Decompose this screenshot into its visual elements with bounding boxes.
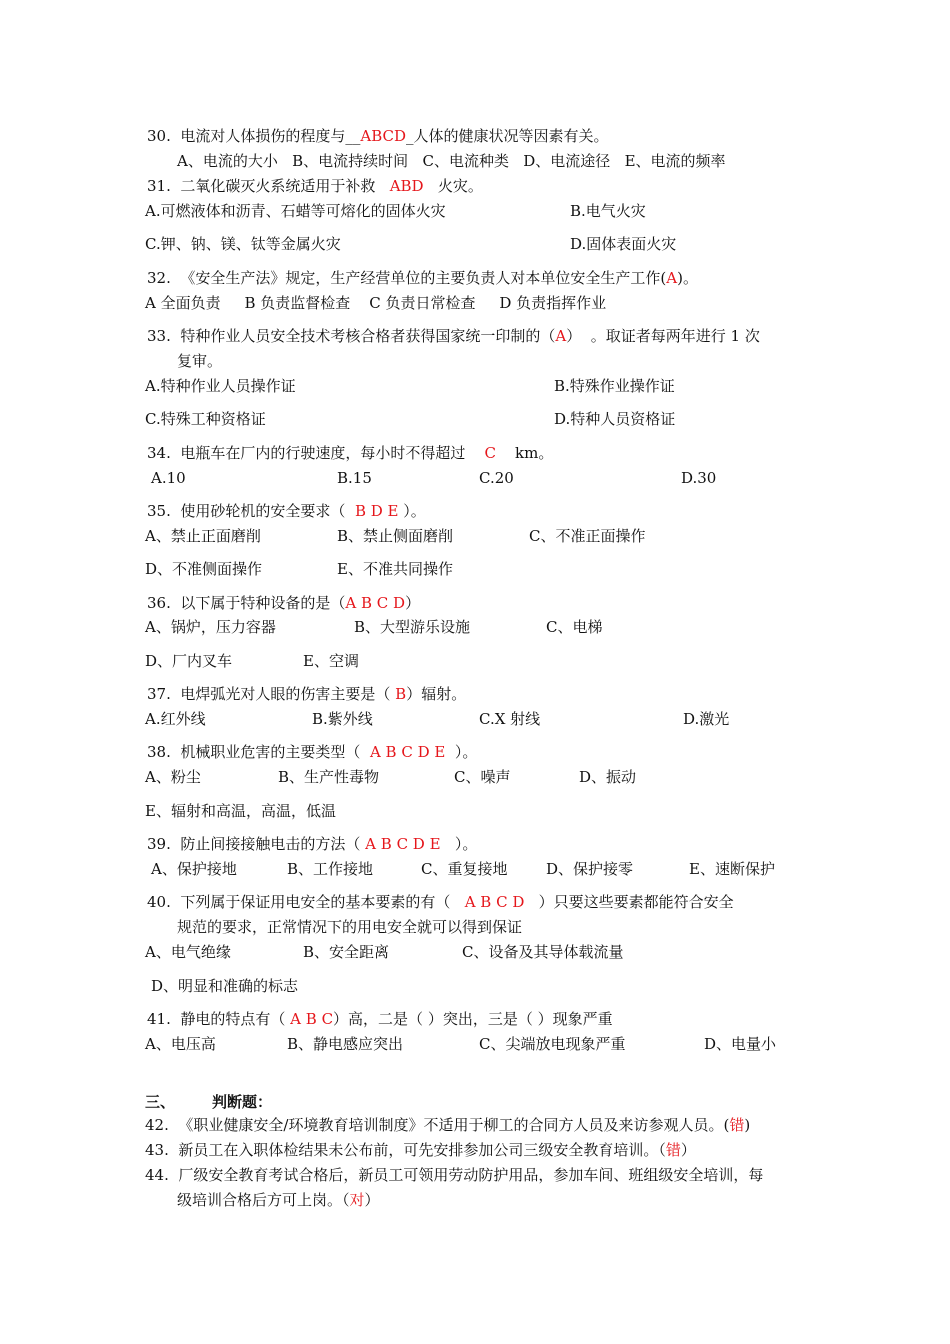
question-text-rest: ）。 — [398, 502, 426, 520]
answer: A — [666, 269, 678, 287]
question-text-rest: ） — [680, 1141, 696, 1159]
answer: B — [395, 685, 407, 703]
question-text: 38. 机械职业危害的主要类型（ — [147, 743, 370, 761]
option-38-c: C、噪声 — [454, 768, 511, 786]
question-text-rest: ） — [364, 1191, 380, 1209]
answer: A B C — [290, 1010, 334, 1028]
question-31 — [147, 176, 483, 196]
question-35 — [147, 501, 426, 521]
option-34-d: D.30 — [681, 469, 717, 487]
option-36-d: D、厂内叉车 — [145, 652, 233, 670]
option-41-b: B、静电感应突出 — [287, 1035, 404, 1053]
question-34 — [147, 443, 553, 463]
question-text: 39. 防止间接接触电击的方法（ — [147, 835, 366, 853]
question-text: 33. 特种作业人员安全技术考核合格者获得国家统一印制的（ — [147, 327, 556, 345]
question-text: 31. 二氧化碳灭火系统适用于补救 — [147, 177, 390, 195]
option-35-b: B、禁止侧面磨削 — [337, 527, 454, 545]
question-text: 34. 电瓶车在厂内的行驶速度，每小时不得超过 — [147, 444, 485, 462]
answer: ABCD — [360, 127, 407, 145]
answer: 对 — [349, 1191, 365, 1209]
option-31-c: C.钾、钠、镁、钛等金属火灾 — [145, 235, 341, 253]
question-36 — [147, 593, 420, 613]
question-text: 43. 新员工在入职体检结果未公布前，可先安排参加公司三级安全教育培训。（ — [145, 1141, 666, 1159]
answer: A — [555, 327, 567, 345]
question-42 — [145, 1115, 750, 1135]
option-36-b: B、大型游乐设施 — [354, 618, 471, 636]
question-41 — [147, 1009, 613, 1029]
question-text: 41. 静电的特点有（ — [147, 1010, 291, 1028]
question-text-rest: ） 。取证者每两年进行 1 次 — [566, 327, 760, 345]
question-text: 级培训合格后方可上岗。（ — [177, 1191, 350, 1209]
option-41-a: A、电压高 — [145, 1035, 216, 1053]
question-text-rest: ）。 — [440, 835, 478, 853]
option-31-d: D.固体表面火灾 — [570, 235, 677, 253]
option-39-d: D、保护接零 — [546, 860, 634, 878]
option-33-c: C.特殊工种资格证 — [145, 410, 266, 428]
option-36-a: A、锅炉，压力容器 — [145, 618, 276, 636]
question-text: 36. 以下属于特种设备的是（ — [147, 594, 346, 612]
question-40-cont: 规范的要求，正常情况下的用电安全就可以得到保证 — [177, 918, 523, 936]
question-44: 44. 厂级安全教育考试合格后，新员工可领用劳动防护用品，参加车间、班组级安全培训，每 — [145, 1166, 764, 1184]
answer: A B C D E — [365, 835, 441, 853]
question-text-rest: ） — [405, 594, 421, 612]
question-text: 30. 电流对人体损伤的程度与__ — [147, 127, 361, 145]
question-text-rest: 火灾。 — [423, 177, 483, 195]
option-37-a: A.红外线 — [145, 710, 206, 728]
answer: ABD — [389, 177, 424, 195]
option-39-a: A、保护接地 — [151, 860, 237, 878]
option-34-c: C.20 — [479, 469, 514, 487]
options-32: A 全面负责 B 负责监督检查 C 负责日常检查 D 负责指挥作业 — [145, 294, 607, 312]
question-text: 40. 下列属于保证用电安全的基本要素的有（ — [147, 893, 465, 911]
question-37 — [147, 684, 466, 704]
option-37-c: C.X 射线 — [479, 710, 541, 728]
question-44-cont — [177, 1190, 380, 1210]
option-38-b: B、生产性毒物 — [278, 768, 380, 786]
option-35-c: C、不准正面操作 — [529, 527, 646, 545]
question-text-rest: _人体的健康状况等因素有关。 — [406, 127, 609, 145]
question-text: 32. 《安全生产法》规定，生产经营单位的主要负责人对本单位安全生产工作( — [147, 269, 667, 287]
question-text: 37. 电焊弧光对人眼的伤害主要是（ — [147, 685, 396, 703]
options-30: A、电流的大小 B、电流持续时间 C、电流种类 D、电流途径 E、电流的频率 — [177, 152, 726, 170]
question-33-cont: 复审。 — [177, 352, 223, 370]
option-35-d: D、不准侧面操作 — [145, 560, 263, 578]
option-39-c: C、重复接地 — [421, 860, 508, 878]
question-text: 35. 使用砂轮机的安全要求（ — [147, 502, 355, 520]
answer: 错 — [665, 1141, 681, 1159]
answer: A B C D — [345, 594, 406, 612]
answer: C — [484, 444, 496, 462]
question-30 — [147, 126, 609, 146]
question-43 — [145, 1140, 696, 1160]
question-text-rest: ) — [744, 1116, 751, 1134]
answer: 错 — [729, 1116, 745, 1134]
option-38-a: A、粉尘 — [145, 768, 201, 786]
option-40-b: B、安全距离 — [303, 943, 390, 961]
option-37-b: B.紫外线 — [312, 710, 373, 728]
option-40-a: A、电气绝缘 — [145, 943, 231, 961]
option-41-d: D、电量小 — [704, 1035, 777, 1053]
question-38 — [147, 742, 477, 762]
question-32 — [147, 268, 698, 288]
question-39 — [147, 834, 477, 854]
option-39-e: E、速断保护 — [689, 860, 775, 878]
option-35-e: E、不准共同操作 — [337, 560, 453, 578]
question-text-rest: ）只要这些要素都能符合安全 — [524, 893, 734, 911]
answer: A B C D E — [369, 743, 446, 761]
option-33-a: A.特种作业人员操作证 — [145, 377, 296, 395]
answer: B D E — [354, 502, 399, 520]
question-40 — [147, 892, 734, 912]
question-text-rest: km。 — [495, 444, 554, 462]
option-35-a: A、禁止正面磨削 — [145, 527, 261, 545]
option-41-c: C、尖端放电现象严重 — [479, 1035, 626, 1053]
question-33 — [147, 326, 760, 346]
option-40-c: C、设备及其导体载流量 — [462, 943, 624, 961]
option-36-c: C、电梯 — [546, 618, 603, 636]
question-text-rest: ）辐射。 — [406, 685, 467, 703]
option-40-d: D、明显和准确的标志 — [151, 977, 299, 995]
option-31-a: A.可燃液体和沥青、石蜡等可熔化的固体火灾 — [145, 202, 446, 220]
answer: A B C D — [464, 893, 525, 911]
option-31-b: B.电气火灾 — [570, 202, 646, 220]
option-34-b: B.15 — [337, 469, 372, 487]
option-39-b: B、工作接地 — [287, 860, 374, 878]
question-text: 42. 《职业健康安全/环境教育培训制度》不适用于柳工的合同方人员及来访参观人员。( — [145, 1116, 730, 1134]
option-38-d: D、振动 — [579, 768, 637, 786]
section-number: 三、 — [145, 1093, 176, 1111]
option-33-b: B.特殊作业操作证 — [554, 377, 675, 395]
option-34-a: A.10 — [151, 469, 186, 487]
question-text-rest: )。 — [677, 269, 698, 287]
option-36-e: E、空调 — [303, 652, 359, 670]
question-text-rest: ）高，二是（ ）突出，三是（ ）现象严重 — [333, 1010, 613, 1028]
option-33-d: D.特种人员资格证 — [554, 410, 676, 428]
option-37-d: D.激光 — [683, 710, 730, 728]
question-text-rest: ）。 — [445, 743, 478, 761]
section-title: 判断题： — [212, 1093, 273, 1111]
option-38-e: E、辐射和高温，高温，低温 — [145, 802, 336, 820]
